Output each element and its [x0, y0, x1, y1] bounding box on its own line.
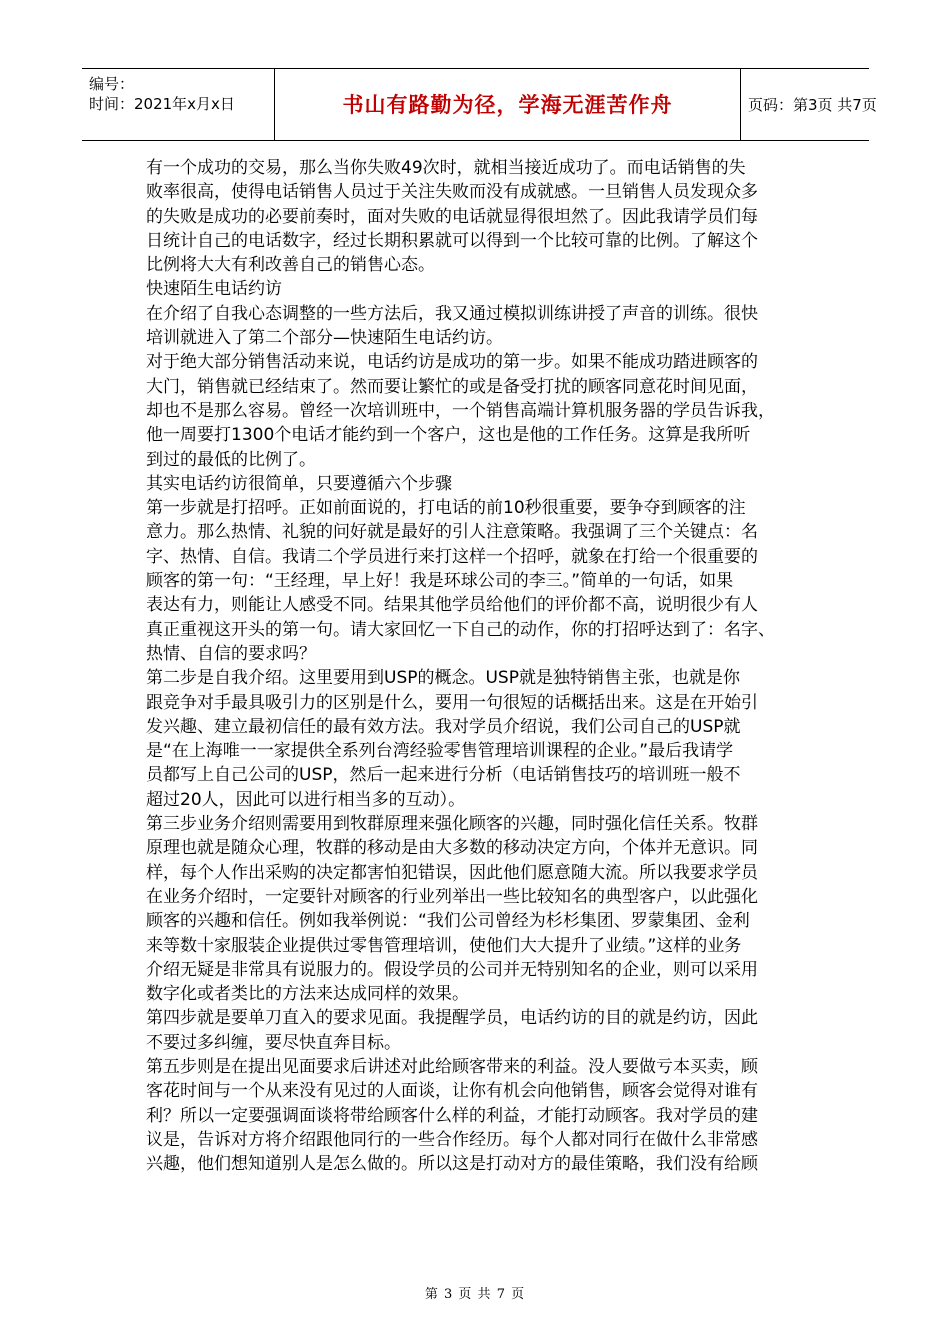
body-text-line: 来等数十家服装企业提供过零售管理培训，使他们大大提升了业绩。”这样的业务 [146, 935, 742, 956]
document-time-label: 时间：2021年x月x日 [89, 95, 235, 113]
document-body [146, 156, 826, 1176]
body-text-line: 的失败是成功的必要前奏时，面对失败的电话就显得很坦然了。因此我请学员们每 [146, 206, 758, 227]
body-text-line: 字、热情、自信。我请二个学员进行来打这样一个招呼，就象在打给一个很重要的 [146, 546, 758, 567]
body-text-line: 员都写上自己公司的USP，然后一起来进行分析（电话销售技巧的培训班一般不 [146, 765, 741, 786]
body-text-line: 到过的最低的比例了。 [146, 449, 316, 470]
body-text-line: 在业务介绍时，一定要针对顾客的行业列举出一些比较知名的典型客户，以此强化 [146, 886, 758, 907]
body-text-line: 败率很高，使得电话销售人员过于关注失败而没有成就感。一旦销售人员发现众多 [146, 182, 758, 203]
body-text-line: 第四步就是要单刀直入的要求见面。我提醒学员，电话约访的目的就是约访，因此 [146, 1008, 758, 1029]
page-footer: 第 3 页 共 7 页 [424, 1287, 526, 1302]
body-text-line: 兴趣，他们想知道别人是怎么做的。所以这是打动对方的最佳策略，我们没有给顾 [146, 1154, 758, 1175]
document-number-label: 编号： [89, 75, 135, 93]
body-text-line: 利？所以一定要强调面谈将带给顾客什么样的利益，才能打动顾客。我对学员的建 [146, 1105, 758, 1126]
header-page-cell [740, 69, 877, 140]
body-text-line: 顾客的兴趣和信任。例如我举例说：“我们公司曾经为杉杉集团、罗蒙集团、金利 [146, 911, 750, 932]
body-text-line: 超过20人，因此可以进行相当多的互动）。 [146, 789, 466, 810]
header-meta-cell [82, 69, 274, 140]
body-text-line: 数字化或者类比的方法来达成同样的效果。 [146, 984, 469, 1005]
body-text-line: 他一周要打1300个电话才能约到一个客户，这也是他的工作任务。这算是我所听 [146, 425, 751, 446]
header-motto: 书山有路勤为径，学海无涯苦作舟 [342, 93, 673, 117]
body-text-line: 议是，告诉对方将介绍跟他同行的一些合作经历。每个人都对同行在做什么非常感 [146, 1129, 758, 1150]
body-text-line: 跟竞争对手最具吸引力的区别是什么，要用一句很短的话概括出来。这是在开始引 [146, 692, 758, 713]
body-text-line: 热情、自信的要求吗？ [146, 643, 316, 664]
body-text-line: 真正重视这开头的第一句。请大家回忆一下自己的动作，你的打招呼达到了：名字、 [146, 619, 775, 640]
body-text-line: 比例将大大有利改善自己的销售心态。 [146, 255, 435, 276]
body-text-line: 原理也就是随众心理，牧群的移动是由大多数的移动决定方向，个体并无意识。同 [146, 838, 758, 859]
header-motto-cell [274, 69, 741, 140]
page-header [82, 68, 877, 141]
body-text-line: 对于绝大部分销售活动来说，电话约访是成功的第一步。如果不能成功踏进顾客的 [146, 352, 758, 373]
body-text-line: 第二步是自我介绍。这里要用到USP的概念。USP就是独特销售主张，也就是你 [146, 668, 740, 689]
header-page-info: 页码：第3页 共7页 [748, 96, 877, 114]
body-text-line: 介绍无疑是非常具有说服力的。假设学员的公司并无特别知名的企业，则可以采用 [146, 959, 758, 980]
body-text-line: 第三步业务介绍则需要用到牧群原理来强化顾客的兴趣，同时强化信任关系。牧群 [146, 814, 758, 835]
body-text-line: 其实电话约访很简单，只要遵循六个步骤 [146, 473, 452, 494]
body-text-line: 却也不是那么容易。曾经一次培训班中，一个销售高端计算机服务器的学员告诉我， [146, 400, 775, 421]
body-text-line: 日统计自己的电话数字，经过长期积累就可以得到一个比较可靠的比例。了解这个 [146, 230, 758, 251]
body-text-line: 培训就进入了第二个部分—快速陌生电话约访。 [146, 328, 503, 349]
body-text-line: 不要过多纠缠，要尽快直奔目标。 [146, 1032, 401, 1053]
body-text-line: 客花时间与一个从来没有见过的人面谈，让你有机会向他销售，顾客会觉得对谁有 [146, 1081, 758, 1102]
body-text-line: 第一步就是打招呼。正如前面说的，打电话的前10秒很重要，要争夺到顾客的注 [146, 498, 746, 519]
body-text-line: 快速陌生电话约访 [146, 279, 282, 300]
body-text-line: 第五步则是在提出见面要求后讲述对此给顾客带来的利益。没人要做亏本买卖，顾 [146, 1056, 758, 1077]
body-text-line: 顾客的第一句：“王经理，早上好！我是环球公司的李三。”简单的一句话，如果 [146, 571, 734, 592]
body-text-line: 是“在上海唯一一家提供全系列台湾经验零售管理培训课程的企业。”最后我请学 [146, 741, 734, 762]
body-text-line: 意力。那么热情、礼貌的问好就是最好的引人注意策略。我强调了三个关键点：名 [146, 522, 758, 543]
body-text-line: 有一个成功的交易，那么当你失败49次时，就相当接近成功了。而电话销售的失 [146, 158, 746, 178]
body-text-line: 发兴趣、建立最初信任的最有效方法。我对学员介绍说，我们公司自己的USP就 [146, 716, 741, 737]
body-text-line: 表达有力，则能让人感受不同。结果其他学员给他们的评价都不高，说明很少有人 [146, 595, 758, 616]
body-text-line: 在介绍了自我心态调整的一些方法后，我又通过模拟训练讲授了声音的训练。很快 [146, 303, 758, 324]
body-text-line: 大门，销售就已经结束了。然而要让繁忙的或是备受打扰的顾客同意花时间见面， [146, 376, 758, 397]
body-text-line: 样，每个人作出采购的决定都害怕犯错误，因此他们愿意随大流。所以我要求学员 [146, 862, 758, 883]
